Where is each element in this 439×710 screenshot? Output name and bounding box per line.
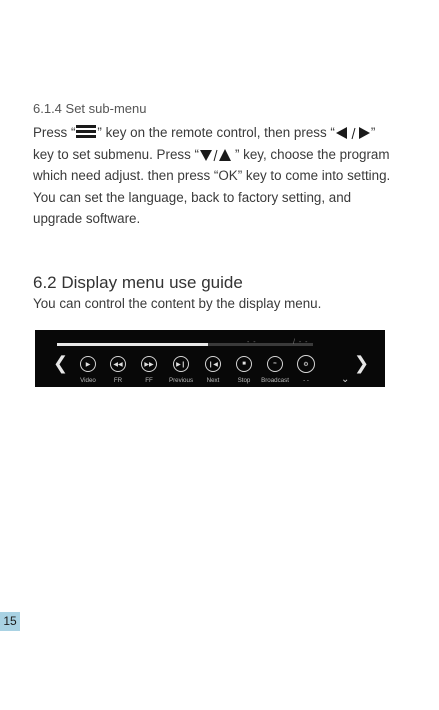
total-time: / - - <box>293 339 309 346</box>
skip-previous-icon: ▶❙ <box>176 361 186 368</box>
fast-forward-icon: ▶▶ <box>144 361 154 368</box>
fast-forward-button[interactable] <box>141 356 157 372</box>
section-title: 6.1.4 Set sub-menu <box>33 101 147 116</box>
rewind-icon: ◀◀ <box>113 361 123 368</box>
skip-next-icon: ❙◀ <box>208 361 218 368</box>
progress-bar[interactable] <box>57 343 313 346</box>
stop-button[interactable] <box>236 356 252 372</box>
chevron-left-icon[interactable]: ❮ <box>53 353 69 373</box>
menu-icon <box>75 125 97 138</box>
label-next: Next <box>206 377 220 384</box>
elapsed-time: - - <box>247 339 257 346</box>
progress-fill <box>57 343 208 346</box>
label-previous: Previous <box>168 377 194 384</box>
label-ff: FF <box>145 377 153 384</box>
player-control-bar <box>35 330 385 387</box>
sub-menu-paragraph: Press “ ” key on the remote control, then press “ ” key to set submenu. Press “ ” key, choose the program which need adjust. then press “OK” key to come into setting. You can set the language, back to factory setting, and upgrade software. <box>33 125 391 227</box>
settings-icon: ⚙ <box>303 361 309 368</box>
page-number: 15 <box>0 612 20 631</box>
chevron-down-icon[interactable]: ⌄ <box>341 374 350 385</box>
rewind-button[interactable] <box>110 356 126 372</box>
settings-button[interactable] <box>297 355 315 373</box>
down-up-arrows-icon <box>199 148 235 162</box>
label-settings: - - <box>303 377 309 384</box>
broadcast-button[interactable] <box>267 356 283 372</box>
label-fr: FR <box>113 377 123 384</box>
display-menu-description: You can control the content by the display menu. <box>33 296 322 311</box>
label-broadcast: Broadcast <box>261 377 289 384</box>
play-icon: ▶ <box>85 361 91 368</box>
chevron-right-icon[interactable]: ❯ <box>354 353 370 373</box>
stop-icon: ■ <box>242 361 246 367</box>
label-stop: Stop <box>237 377 251 384</box>
previous-button[interactable] <box>173 356 189 372</box>
left-right-arrows-icon <box>335 126 371 140</box>
next-button[interactable] <box>205 356 221 372</box>
display-menu-heading: 6.2 Display menu use guide <box>33 273 243 292</box>
broadcast-icon: ≈ <box>273 361 277 367</box>
play-button[interactable] <box>80 356 96 372</box>
label-video: Video <box>80 377 96 384</box>
